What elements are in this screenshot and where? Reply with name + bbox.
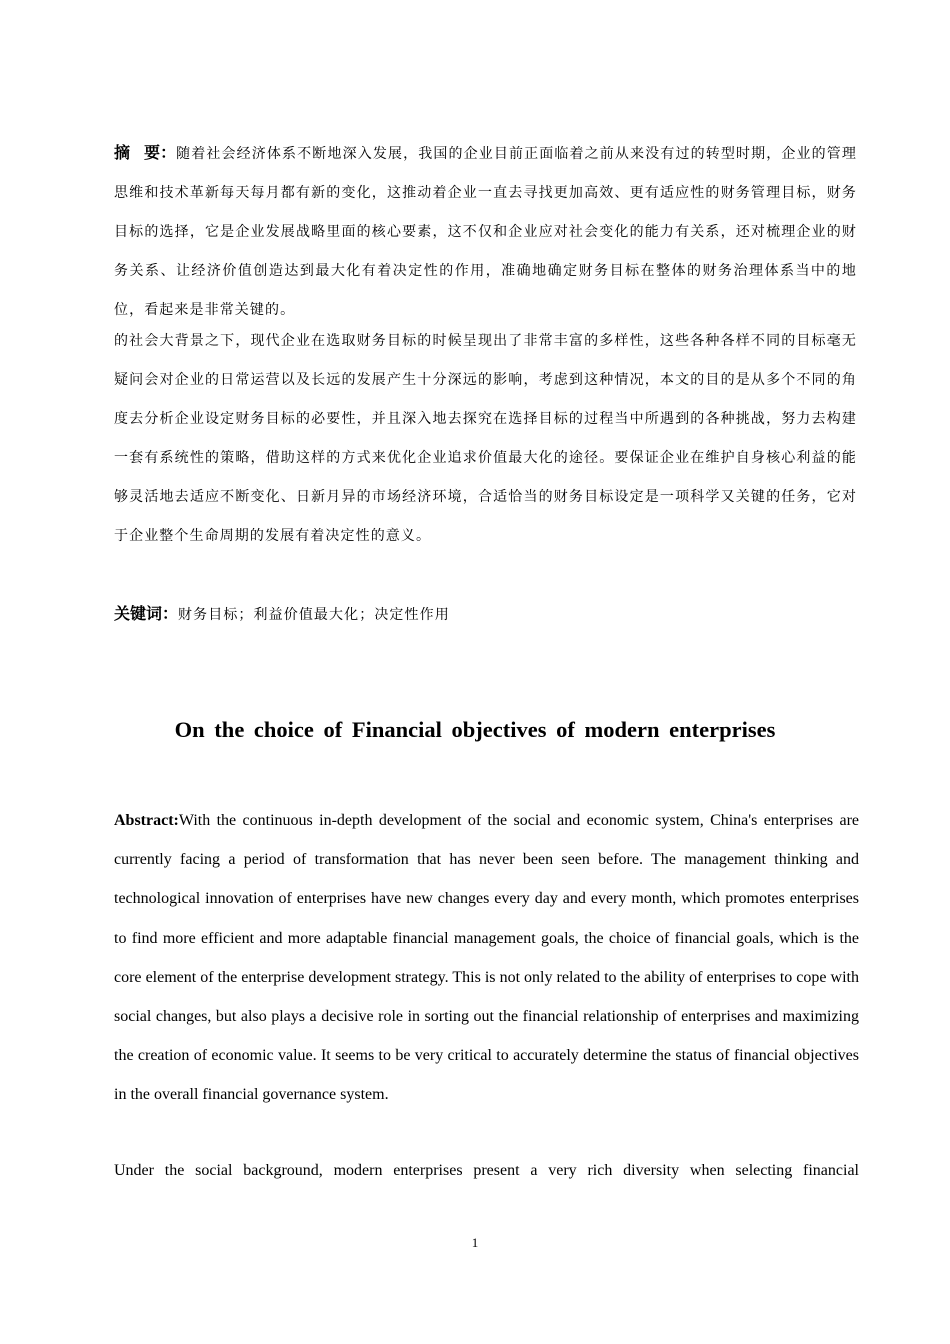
english-abstract-paragraph xyxy=(114,801,859,1115)
chinese-keywords-line xyxy=(114,594,450,635)
english-continued-text: Under the social background, modern enterprises present a very rich diversity when selecting financial xyxy=(114,1162,859,1179)
english-abstract-text: With the continuous in-depth development of the social and economic system, China's enterprises are currently facing a period of transformation that has never been seen before. The management thinking and technological innovation of enterprises have new changes every day and every month, which promotes enterprises to find more efficient and more adaptable financial management goals, the choice of financial goals, which is the core element of the enterprise development strategy. This is not only related to the ability of enterprises to cope with social changes, but also plays a decisive role in sorting out the financial relationship of enterprises and maximizing the creation of economic value. It seems to be very critical to accurately determine the status of financial objectives in the overall financial governance system. xyxy=(114,812,859,1104)
chinese-abstract-text: 随着社会经济体系不断地深入发展，我国的企业目前正面临着之前从来没有过的转型时期，企业的管理思维和技术革新每天每月都有新的变化，这推动着企业一直去寻找更加高效、更有适应性的财务管理目标，财务目标的选择，它是企业发展战略里面的核心要素，这不仅和企业应对社会变化的能力有关系，还对梳理企业的财务关系、让经济价值创造达到最大化有着决定性的作用，准确地确定财务目标在整体的财务治理体系当中的地位，看起来是非常关键的。 xyxy=(114,146,857,318)
chinese-continued-paragraph xyxy=(114,322,857,556)
chinese-abstract-label-part2: 要： xyxy=(144,143,177,162)
english-title: On the choice of Financial objectives of modern enterprises xyxy=(174,717,776,742)
english-continued-paragraph xyxy=(114,1151,859,1190)
chinese-keywords-label: 关键词： xyxy=(114,604,179,623)
chinese-keywords-text: 财务目标；利益价值最大化；决定性作用 xyxy=(178,607,450,623)
english-abstract-label: Abstract: xyxy=(114,812,179,829)
chinese-abstract-paragraph xyxy=(114,133,857,330)
page-number: 1 xyxy=(471,1235,479,1250)
chinese-continued-text: 的社会大背景之下，现代企业在选取财务目标的时候呈现出了非常丰富的多样性，这些各种各样不同的目标毫无疑问会对企业的日常运营以及长远的发展产生十分深远的影响，考虑到这种情况，本文的目的是从多个不同的角度去分析企业设定财务目标的必要性，并且深入地去探究在选择目标的过程当中所遇到的各种挑战，努力去构建一套有系统性的策略，借助这样的方式来优化企业追求价值最大化的途径。要保证企业在维护自身核心利益的能够灵活地去适应不断变化、日新月异的市场经济环境，合适恰当的财务目标设定是一项科学又关键的任务，它对于企业整个生命周期的发展有着决定性的意义。 xyxy=(114,333,857,544)
chinese-abstract-label-part1: 摘 xyxy=(114,143,145,162)
